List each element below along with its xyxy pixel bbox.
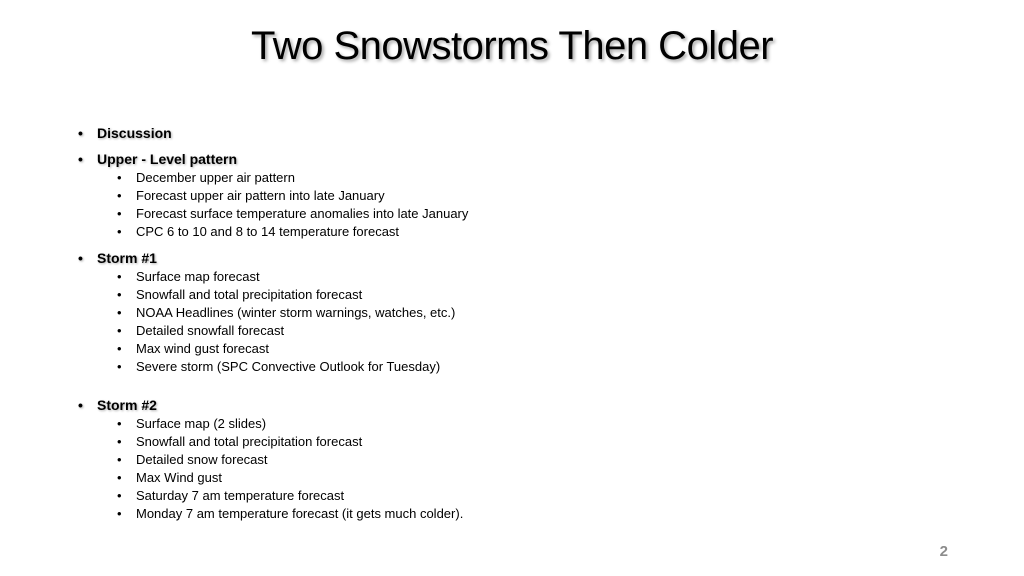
- bullet-icon: •: [117, 170, 122, 185]
- list-item-text: Snowfall and total precipitation forecast: [136, 434, 363, 449]
- list-item: [117, 340, 878, 358]
- sub-list: [97, 169, 878, 241]
- bullet-icon: •: [117, 206, 122, 221]
- list-item-text: NOAA Headlines (winter storm warnings, watches, etc.): [136, 305, 456, 320]
- list-item: [117, 505, 878, 523]
- list-item: [117, 322, 878, 340]
- list-item-text: Detailed snowfall forecast: [136, 323, 285, 338]
- section-upper-level-pattern: [78, 150, 878, 241]
- bullet-icon: •: [117, 416, 122, 431]
- list-item-text: Forecast upper air pattern into late January: [136, 188, 385, 203]
- bullet-icon: •: [117, 470, 122, 485]
- list-item: [117, 223, 878, 241]
- list-item-text: Max wind gust forecast: [136, 341, 269, 356]
- list-item: [117, 433, 878, 451]
- page-number: 2: [939, 543, 948, 560]
- sub-list: [97, 268, 878, 376]
- section-heading: Upper - Level pattern: [97, 151, 238, 167]
- list-item: [117, 358, 878, 376]
- agenda-outline: [78, 124, 878, 523]
- list-item: [117, 169, 878, 187]
- bullet-icon: •: [117, 488, 122, 503]
- bullet-icon: •: [78, 125, 83, 141]
- slide-title: Two Snowstorms Then Colder: [250, 24, 774, 68]
- list-item: [117, 487, 878, 505]
- list-item: [117, 415, 878, 433]
- list-item: [117, 187, 878, 205]
- list-item-text: Surface map forecast: [136, 269, 260, 284]
- list-item: [117, 286, 878, 304]
- list-item-text: Surface map (2 slides): [136, 416, 267, 431]
- bullet-icon: •: [117, 452, 122, 467]
- section-storm-1: [78, 249, 878, 376]
- list-item: [117, 304, 878, 322]
- list-item-text: Forecast surface temperature anomalies into late January: [136, 206, 469, 221]
- list-item: [117, 451, 878, 469]
- section-heading: Discussion: [97, 125, 172, 141]
- section-heading: Storm #1: [97, 250, 157, 266]
- list-item: [117, 268, 878, 286]
- list-item-text: Severe storm (SPC Convective Outlook for Tuesday): [136, 359, 441, 374]
- list-item: [117, 205, 878, 223]
- bullet-icon: •: [117, 287, 122, 302]
- bullet-icon: •: [117, 434, 122, 449]
- bullet-icon: •: [117, 305, 122, 320]
- section-storm-2: [78, 396, 878, 523]
- list-item-text: CPC 6 to 10 and 8 to 14 temperature forecast: [136, 224, 400, 239]
- bullet-icon: •: [78, 397, 83, 413]
- section-heading: Storm #2: [97, 397, 157, 413]
- list-item-text: Snowfall and total precipitation forecast: [136, 287, 363, 302]
- bullet-icon: •: [117, 323, 122, 338]
- bullet-icon: •: [117, 224, 122, 239]
- sub-list: [97, 415, 878, 523]
- list-item: [117, 469, 878, 487]
- list-item-text: Max Wind gust: [136, 470, 222, 485]
- list-item-text: December upper air pattern: [136, 170, 295, 185]
- bullet-icon: •: [117, 269, 122, 284]
- section-discussion: [78, 124, 878, 142]
- list-item-text: Saturday 7 am temperature forecast: [136, 488, 345, 503]
- list-item-text: Monday 7 am temperature forecast (it gets much colder).: [136, 506, 464, 521]
- bullet-icon: •: [78, 151, 83, 167]
- list-item-text: Detailed snow forecast: [136, 452, 268, 467]
- bullet-icon: •: [117, 359, 122, 374]
- bullet-icon: •: [117, 506, 122, 521]
- bullet-icon: •: [117, 188, 122, 203]
- bullet-icon: •: [78, 250, 83, 266]
- bullet-icon: •: [117, 341, 122, 356]
